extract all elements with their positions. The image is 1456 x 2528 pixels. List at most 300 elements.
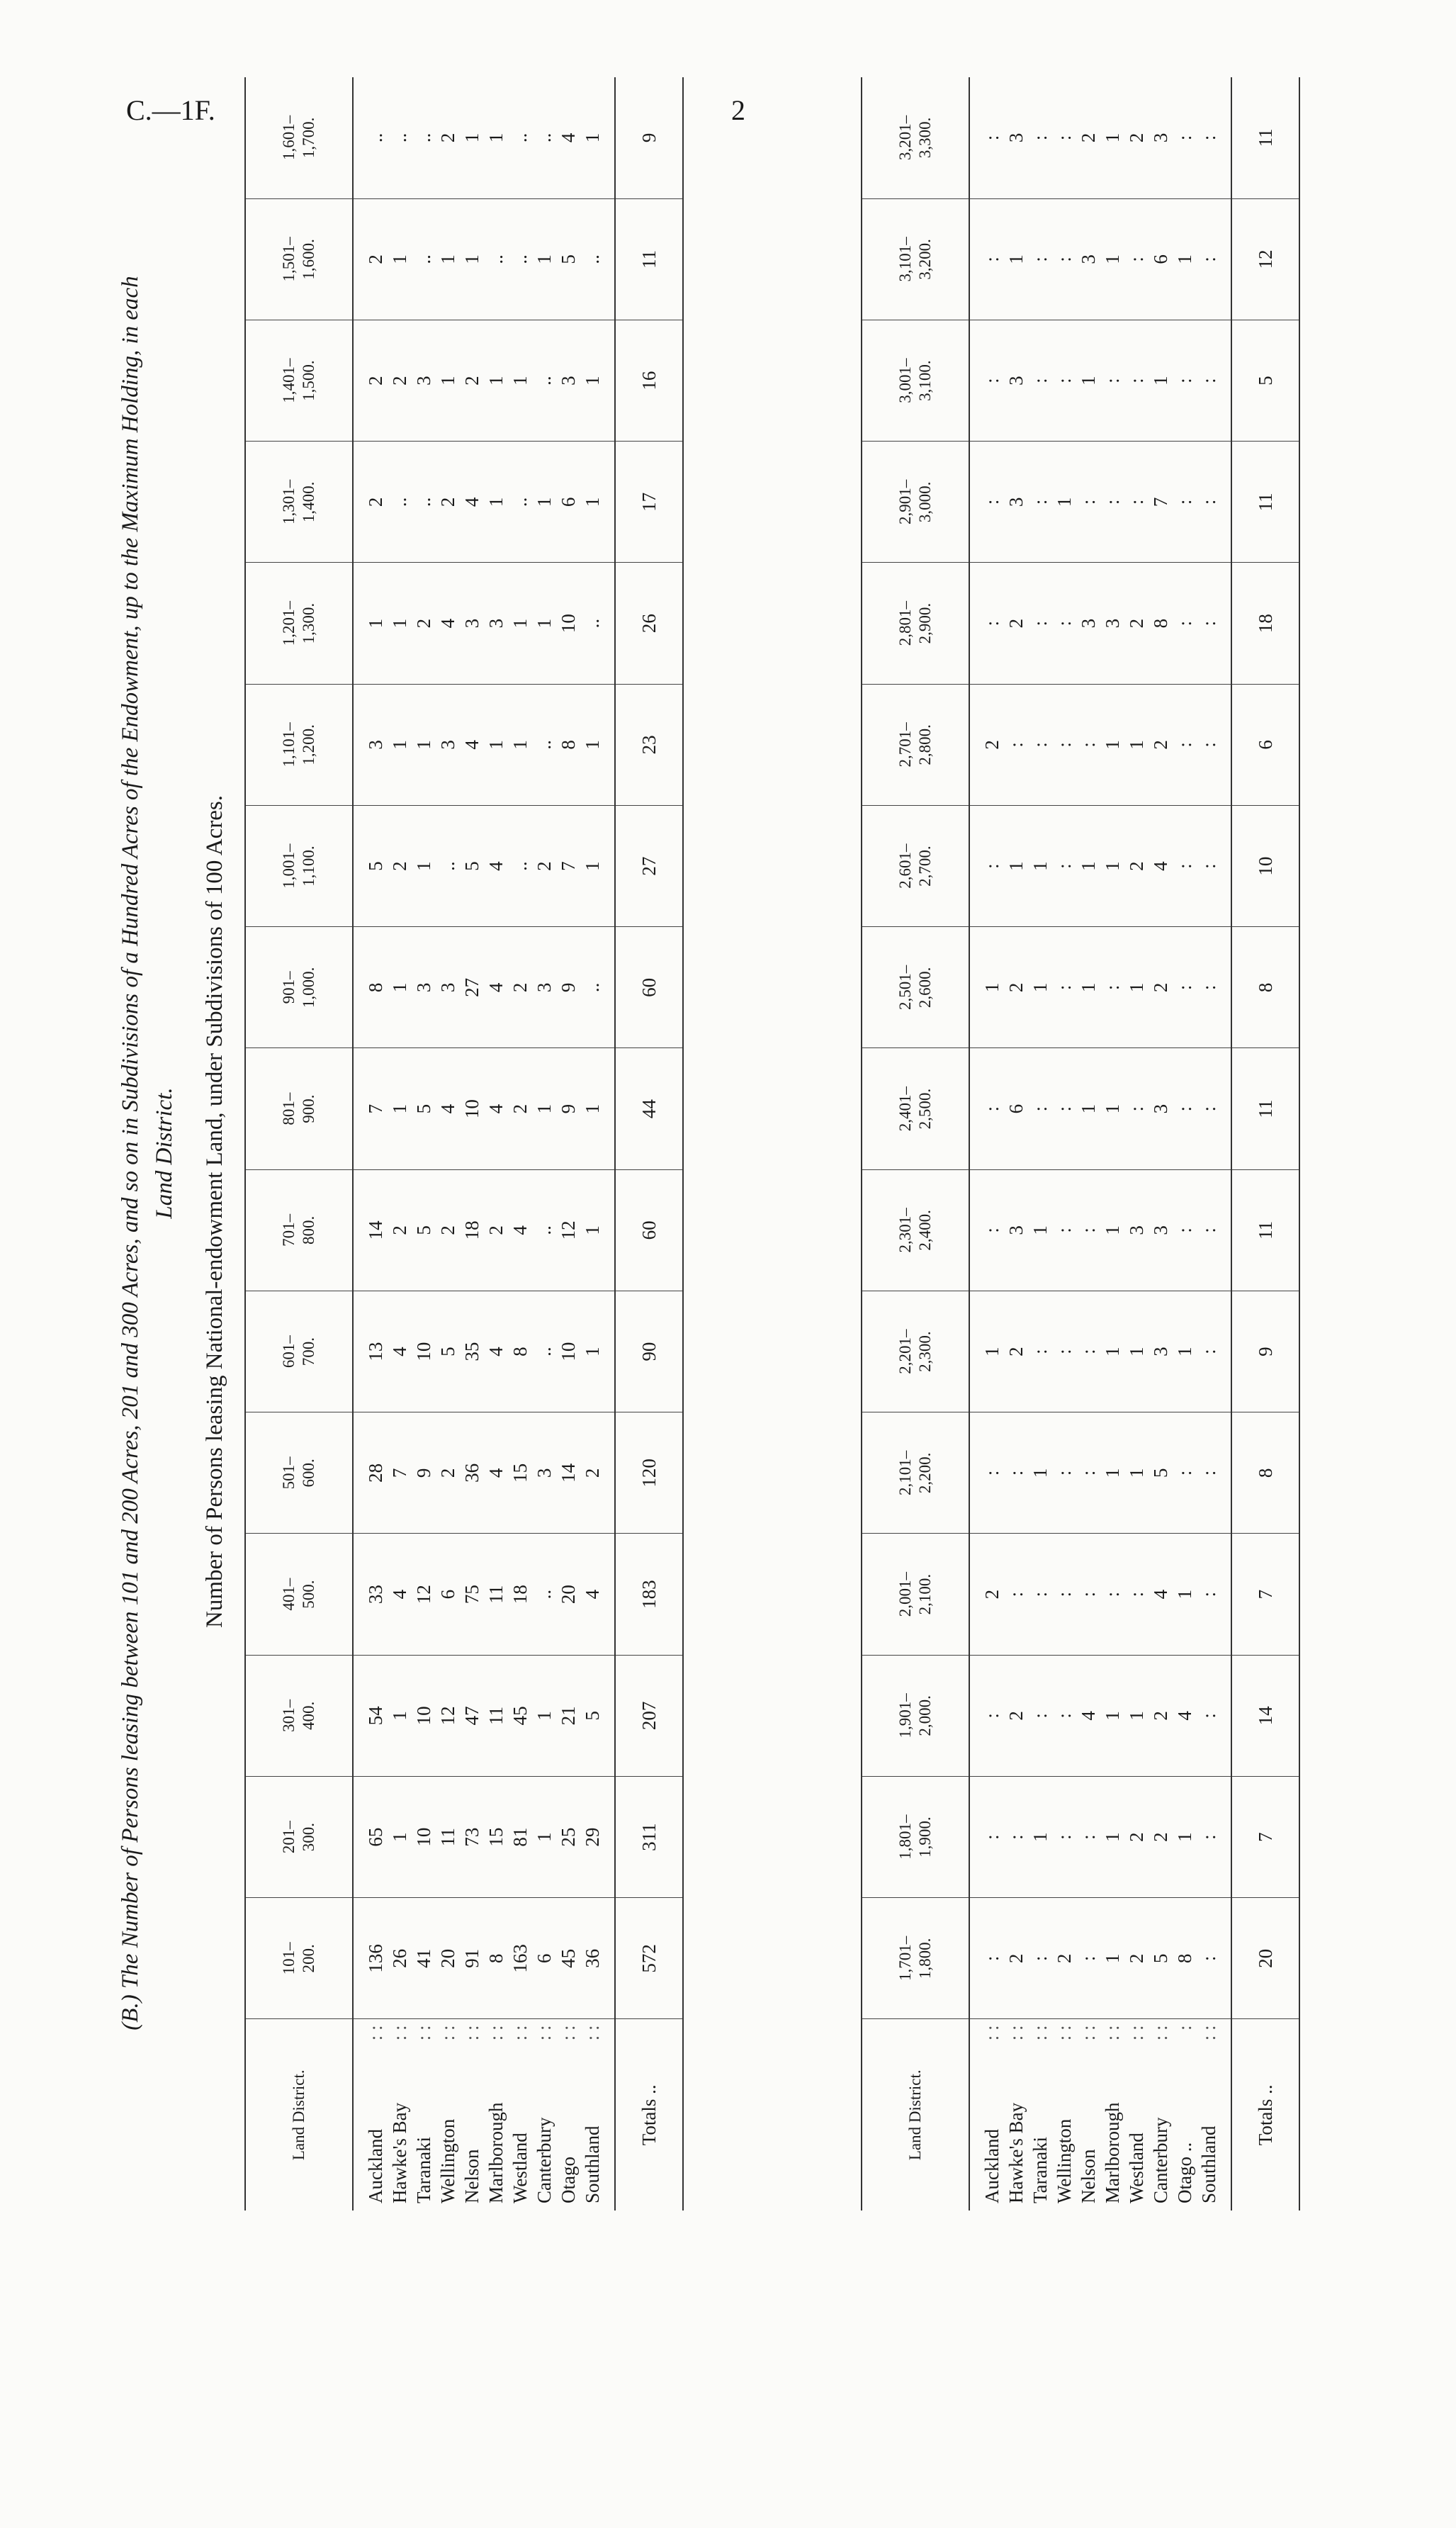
- data-cell: 4: [1150, 861, 1171, 871]
- column-header-line: 500.: [300, 1580, 317, 1609]
- data-cell: :: [1054, 1713, 1075, 1719]
- data-cell: 1: [1005, 254, 1027, 264]
- data-cell: 10: [413, 1342, 434, 1361]
- data-cell: 1: [1102, 1225, 1123, 1235]
- totals-row: [1231, 77, 1299, 2210]
- column-header-line: 200.: [300, 1944, 317, 1973]
- data-cell: 1: [437, 376, 458, 386]
- column-header-line: 401–: [280, 1578, 298, 1611]
- data-cell: 12: [413, 1585, 434, 1605]
- data-cell: 1: [1029, 1468, 1051, 1478]
- data-column: [969, 320, 1231, 442]
- data-cell: 1: [461, 133, 482, 143]
- data-cell: :: [1054, 1228, 1075, 1233]
- data-cell: :: [1054, 620, 1075, 627]
- page-reference: C.—1F.: [126, 94, 215, 126]
- data-cell: 2: [365, 376, 386, 386]
- leader-dots: : :: [1198, 2025, 1219, 2041]
- data-cell: ..: [509, 861, 531, 871]
- land-district-name: Wellington : :: [1054, 2025, 1075, 2203]
- data-cell: 2: [1005, 982, 1027, 993]
- data-cell: 2: [1126, 618, 1147, 629]
- data-cell: 2: [981, 1589, 1003, 1600]
- column-header: [245, 1048, 353, 1169]
- land-district-name: Otago .. :: [1174, 2025, 1195, 2203]
- data-cell: 9: [558, 1103, 579, 1114]
- data-cell: ..: [534, 133, 555, 143]
- data-cell: 1: [1126, 982, 1147, 993]
- land-district-name: Canterbury : :: [1150, 2025, 1171, 2203]
- data-column: [353, 1169, 615, 1291]
- data-cell: 4: [485, 1103, 507, 1114]
- data-cell: 4: [485, 1468, 507, 1478]
- column-header: [862, 1291, 969, 1412]
- column-header-line: 1,801–: [896, 1814, 914, 1860]
- column-header: [862, 442, 969, 563]
- data-cell: :: [1198, 863, 1219, 869]
- data-cell: 1: [582, 1103, 603, 1114]
- header-row: [862, 77, 969, 2210]
- data-cell: 2: [413, 618, 434, 629]
- data-cell: 3: [365, 740, 386, 750]
- data-cell: 15: [509, 1463, 531, 1483]
- data-cell: 3: [534, 982, 555, 993]
- data-cell: :: [1005, 742, 1027, 748]
- data-cell: :: [981, 1106, 1003, 1112]
- column-header: [245, 1777, 353, 1898]
- data-cell: 1: [1102, 861, 1123, 871]
- data-cell: :: [1102, 378, 1123, 383]
- data-cell: ..: [534, 376, 555, 386]
- data-cell: ..: [509, 133, 531, 143]
- data-cell: 1: [1126, 1347, 1147, 1356]
- data-cell: 1: [389, 618, 410, 629]
- data-cell: 29: [582, 1827, 603, 1847]
- data-cell: :: [1174, 742, 1195, 748]
- data-cell: 3: [461, 618, 482, 629]
- data-cell: 1: [582, 376, 603, 386]
- land-district-name: Hawke's Bay : :: [389, 2025, 410, 2203]
- data-cell: :: [981, 620, 1003, 627]
- data-cell: 2: [509, 982, 531, 993]
- data-cell: 1: [1078, 982, 1099, 993]
- data-cell: 1: [437, 254, 458, 264]
- data-cell: 4: [485, 861, 507, 871]
- column-header-line: 3,300.: [916, 117, 934, 159]
- total-cell: 11: [1231, 442, 1299, 563]
- data-cell: 6: [534, 1953, 555, 1964]
- column-header-line: 900.: [300, 1094, 317, 1123]
- data-cell: :: [1005, 1591, 1027, 1597]
- data-cell: :: [1102, 499, 1123, 505]
- total-cell: 8: [1231, 1412, 1299, 1534]
- data-cell: 10: [413, 1827, 434, 1847]
- total-cell: 120: [615, 1412, 683, 1534]
- data-cell: :: [1029, 378, 1051, 383]
- data-cell: ..: [413, 133, 434, 143]
- data-cell: :: [1174, 984, 1195, 991]
- data-cell: 1: [413, 740, 434, 750]
- data-cell: 8: [1150, 618, 1171, 629]
- data-cell: 6: [1150, 254, 1171, 264]
- leader-dots: :: [1174, 2025, 1195, 2031]
- column-header-line: 2,600.: [916, 967, 934, 1009]
- table-body-row: [969, 77, 1231, 2210]
- data-column: [969, 1291, 1231, 1412]
- data-cell: 47: [461, 1706, 482, 1726]
- land-district-name: Westland : :: [509, 2025, 531, 2203]
- data-cell: 6: [437, 1589, 458, 1600]
- leader-dots: : :: [1126, 2025, 1147, 2041]
- column-header: [862, 1898, 969, 2019]
- data-column: [969, 1048, 1231, 1169]
- data-cell: 1: [389, 1103, 410, 1114]
- column-header-line: 1,500.: [300, 360, 317, 401]
- data-column: [353, 927, 615, 1048]
- land-district-name: Auckland : :: [365, 2025, 386, 2203]
- column-header: [245, 927, 353, 1048]
- data-cell: :: [1029, 1591, 1051, 1597]
- column-header-line: 1,501–: [280, 237, 298, 282]
- data-cell: 1: [485, 497, 507, 507]
- data-cell: 2: [437, 1468, 458, 1478]
- land-district-name: Marlborough : :: [1102, 2025, 1123, 2203]
- data-cell: 1: [582, 497, 603, 507]
- data-cell: 1: [1174, 1347, 1195, 1356]
- data-cell: :: [1054, 1834, 1075, 1840]
- data-cell: :: [1029, 257, 1051, 262]
- leader-dots: : :: [413, 2025, 434, 2041]
- data-cell: 7: [365, 1103, 386, 1114]
- data-cell: 1: [1102, 740, 1123, 750]
- column-header-line: 501–: [280, 1456, 298, 1490]
- data-cell: :: [1029, 620, 1051, 627]
- data-cell: 3: [558, 376, 579, 386]
- data-cell: :: [1198, 499, 1219, 505]
- data-cell: 2: [1126, 133, 1147, 143]
- data-cell: 2: [1078, 133, 1099, 143]
- data-column: [353, 1048, 615, 1169]
- data-cell: 1: [1174, 1832, 1195, 1842]
- data-cell: 5: [437, 1347, 458, 1356]
- data-cell: 136: [365, 1944, 386, 1973]
- data-column: [969, 1412, 1231, 1534]
- data-column: [969, 442, 1231, 563]
- data-cell: :: [1198, 135, 1219, 141]
- totals-row: [615, 77, 683, 2210]
- caption-line-1: (B.) The Number of Persons leasing between 101 and 200 Acres, 201 and 300 Acres, and so on in Subdivisions of a Hundred Acres of the Endowment, up to the Maximum Holding, in each: [118, 276, 143, 2030]
- table-subtitle: Number of Persons leasing National-endowment Land, under Subdivisions of 100 Acres.: [202, 795, 227, 1628]
- column-header: [245, 320, 353, 442]
- data-cell: 1: [582, 740, 603, 750]
- leader-dots: : :: [509, 2025, 531, 2041]
- data-cell: :: [1102, 1591, 1123, 1597]
- data-cell: 18: [509, 1585, 531, 1605]
- data-cell: 4: [389, 1347, 410, 1356]
- data-cell: 1: [534, 618, 555, 629]
- data-cell: :: [1054, 1470, 1075, 1476]
- data-cell: 1: [1102, 254, 1123, 264]
- data-cell: 4: [437, 618, 458, 629]
- land-district-name: Southland : :: [1198, 2025, 1219, 2203]
- data-cell: 1: [1078, 376, 1099, 386]
- data-cell: 1: [534, 1711, 555, 1721]
- data-cell: 1: [389, 982, 410, 993]
- data-cell: :: [1174, 1470, 1195, 1476]
- data-cell: 1: [485, 740, 507, 750]
- data-cell: :: [1174, 863, 1195, 869]
- total-cell: 18: [1231, 563, 1299, 684]
- data-cell: :: [1054, 135, 1075, 141]
- data-cell: ..: [582, 618, 603, 629]
- data-column: [353, 1898, 615, 2019]
- data-cell: 20: [558, 1585, 579, 1605]
- column-header-line: 3,201–: [896, 115, 914, 160]
- data-cell: 3: [1078, 618, 1099, 629]
- column-header: [862, 1534, 969, 1655]
- data-cell: :: [1054, 1106, 1075, 1112]
- data-cell: 36: [582, 1948, 603, 1968]
- data-cell: 1: [485, 376, 507, 386]
- column-header: [862, 927, 969, 1048]
- data-cell: :: [1198, 1834, 1219, 1840]
- total-cell: 10: [1231, 806, 1299, 927]
- data-cell: 1: [461, 254, 482, 264]
- data-cell: 2: [437, 497, 458, 507]
- data-cell: :: [1126, 1591, 1147, 1597]
- data-cell: 21: [558, 1706, 579, 1726]
- leader-dots: : :: [534, 2025, 555, 2041]
- data-cell: 25: [558, 1827, 579, 1847]
- data-cell: 1: [1102, 1832, 1123, 1842]
- data-cell: :: [1174, 1106, 1195, 1112]
- data-cell: :: [1005, 1470, 1027, 1476]
- data-cell: 91: [461, 1948, 482, 1968]
- land-district-name: Westland : :: [1126, 2025, 1147, 2203]
- column-header: [862, 1655, 969, 1776]
- data-cell: 45: [558, 1948, 579, 1968]
- data-cell: 4: [437, 1103, 458, 1114]
- data-cell: 9: [558, 982, 579, 993]
- data-cell: :: [1078, 742, 1099, 748]
- data-cell: :: [1102, 984, 1123, 991]
- total-cell: 90: [615, 1291, 683, 1412]
- data-cell: :: [1198, 1713, 1219, 1719]
- data-cell: 3: [437, 740, 458, 750]
- data-column: [969, 1655, 1231, 1776]
- column-header-line: 400.: [300, 1701, 317, 1730]
- column-header-line: 1,101–: [280, 722, 298, 768]
- data-cell: 2: [389, 376, 410, 386]
- data-cell: ..: [413, 497, 434, 507]
- column-header-line: 1,600.: [300, 239, 317, 280]
- column-header-line: 700.: [300, 1337, 317, 1366]
- data-cell: 65: [365, 1827, 386, 1847]
- data-cell: 15: [485, 1827, 507, 1847]
- data-cell: 12: [558, 1220, 579, 1240]
- data-column: [353, 198, 615, 320]
- data-cell: :: [1174, 1228, 1195, 1233]
- data-cell: 20: [437, 1948, 458, 1968]
- data-cell: 1: [981, 1347, 1003, 1356]
- data-cell: 3: [1005, 133, 1027, 143]
- total-cell: 9: [615, 77, 683, 198]
- column-header: [245, 442, 353, 563]
- data-cell: 1: [1078, 861, 1099, 871]
- data-cell: 1: [1054, 497, 1075, 507]
- column-header: [245, 1412, 353, 1534]
- column-header-line: 1,200.: [300, 724, 317, 765]
- data-cell: 8: [509, 1347, 531, 1356]
- data-cell: :: [1054, 742, 1075, 748]
- data-cell: 3: [413, 376, 434, 386]
- data-cell: 10: [413, 1706, 434, 1726]
- data-cell: 54: [365, 1706, 386, 1726]
- total-cell: 27: [615, 806, 683, 927]
- data-cell: 2: [437, 133, 458, 143]
- column-header: [862, 806, 969, 927]
- total-cell: 311: [615, 1777, 683, 1898]
- data-cell: 2: [1126, 1953, 1147, 1964]
- data-cell: 8: [558, 740, 579, 750]
- data-cell: 5: [461, 861, 482, 871]
- column-header-line: 2,400.: [916, 1210, 934, 1251]
- data-cell: :: [1054, 1591, 1075, 1597]
- column-header: [862, 198, 969, 320]
- column-header-line: 301–: [280, 1699, 298, 1732]
- total-cell: 23: [615, 684, 683, 805]
- data-cell: 4: [485, 982, 507, 993]
- data-cell: 3: [1150, 133, 1171, 143]
- data-cell: 2: [485, 1225, 507, 1235]
- total-cell: 44: [615, 1048, 683, 1169]
- column-header-line: 2,701–: [896, 722, 914, 768]
- data-cell: :: [1198, 742, 1219, 748]
- data-cell: 1: [1150, 376, 1171, 386]
- data-cell: 13: [365, 1342, 386, 1361]
- column-header-line: 1,901–: [896, 1693, 914, 1738]
- data-cell: :: [1078, 499, 1099, 505]
- leader-dots: : :: [389, 2025, 410, 2041]
- data-cell: 5: [365, 861, 386, 871]
- data-cell: 2: [365, 254, 386, 264]
- data-column: [353, 77, 615, 198]
- column-header-line: 2,301–: [896, 1208, 914, 1253]
- data-column: [353, 1777, 615, 1898]
- data-cell: 4: [509, 1225, 531, 1235]
- data-cell: 1: [1029, 861, 1051, 871]
- data-cell: :: [981, 1955, 1003, 1962]
- data-cell: 26: [389, 1948, 410, 1968]
- data-cell: 2: [1150, 740, 1171, 750]
- total-cell: 12: [1231, 198, 1299, 320]
- data-cell: ..: [534, 1347, 555, 1356]
- data-cell: 8: [365, 982, 386, 993]
- data-cell: :: [981, 499, 1003, 505]
- data-cell: :: [1029, 135, 1051, 141]
- land-district-name: Taranaki : :: [413, 2025, 434, 2203]
- data-cell: :: [1029, 1106, 1051, 1112]
- data-cell: :: [1198, 378, 1219, 383]
- column-header-line: 1,401–: [280, 358, 298, 403]
- data-cell: 2: [981, 740, 1003, 750]
- data-cell: 1: [534, 497, 555, 507]
- data-cell: 2: [534, 861, 555, 871]
- data-cell: :: [1054, 984, 1075, 991]
- total-cell: 207: [615, 1655, 683, 1776]
- caption-line-2: Land District.: [152, 1087, 177, 1219]
- data-cell: :: [1054, 863, 1075, 869]
- column-header-line: 1,300.: [300, 602, 317, 644]
- total-cell: 11: [1231, 1169, 1299, 1291]
- data-cell: 6: [1005, 1103, 1027, 1114]
- column-header: [245, 684, 353, 805]
- data-cell: :: [1198, 1955, 1219, 1962]
- data-cell: 4: [582, 1589, 603, 1600]
- data-cell: 5: [558, 254, 579, 264]
- column-header-line: 1,301–: [280, 479, 298, 524]
- land-district-name: Marlborough : :: [485, 2025, 507, 2203]
- column-header: [245, 1655, 353, 1776]
- data-cell: :: [1198, 1106, 1219, 1112]
- column-header-line: 3,101–: [896, 237, 914, 282]
- data-cell: :: [981, 1470, 1003, 1476]
- data-cell: 1: [365, 618, 386, 629]
- data-cell: 3: [413, 982, 434, 993]
- data-cell: 45: [509, 1706, 531, 1726]
- data-cell: 1: [389, 1832, 410, 1842]
- data-cell: 2: [461, 376, 482, 386]
- data-cell: 2: [582, 1468, 603, 1478]
- data-cell: 5: [1150, 1953, 1171, 1964]
- data-cell: :: [1078, 1228, 1099, 1233]
- data-cell: :: [981, 1713, 1003, 1719]
- totals-label: Totals ..: [615, 2019, 683, 2210]
- data-cell: 4: [558, 133, 579, 143]
- data-cell: :: [1126, 257, 1147, 262]
- column-header: [245, 1898, 353, 2019]
- data-cell: :: [981, 1834, 1003, 1840]
- data-cell: 1: [1102, 1347, 1123, 1356]
- data-cell: 3: [1005, 497, 1027, 507]
- data-cell: :: [1174, 620, 1195, 627]
- column-header-line: 1,100.: [300, 846, 317, 887]
- data-cell: 1: [1102, 1953, 1123, 1964]
- column-header-line: 801–: [280, 1092, 298, 1125]
- data-cell: 1: [1029, 1225, 1051, 1235]
- data-cell: 1: [1102, 1711, 1123, 1721]
- data-column: [353, 806, 615, 927]
- table-upper: [244, 77, 684, 2210]
- data-column: [969, 77, 1231, 198]
- data-column: [353, 684, 615, 805]
- data-column: [969, 1898, 1231, 2019]
- leader-dots: : :: [1078, 2025, 1099, 2041]
- data-cell: 3: [485, 618, 507, 629]
- column-header: [245, 198, 353, 320]
- data-cell: :: [1174, 135, 1195, 141]
- data-cell: 4: [1174, 1711, 1195, 1721]
- total-cell: 60: [615, 927, 683, 1048]
- data-cell: :: [981, 378, 1003, 383]
- data-column: [353, 563, 615, 684]
- data-cell: ..: [534, 1225, 555, 1235]
- data-cell: :: [1029, 1349, 1051, 1354]
- data-column: [969, 563, 1231, 684]
- data-cell: 4: [389, 1589, 410, 1600]
- data-cell: :: [1198, 984, 1219, 991]
- column-header: [245, 1169, 353, 1291]
